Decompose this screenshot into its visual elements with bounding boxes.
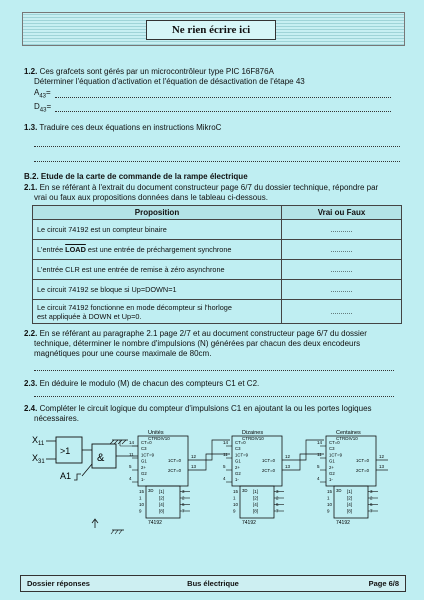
chip-output-number: 6 [370,502,373,507]
chip-pin-number: 4 [317,476,320,481]
chip-output-number: 2 [276,495,279,501]
chip-input-number: 1 [233,495,236,501]
table-row [33,280,402,300]
or-gate-label: >1 [60,446,71,456]
section-2-2-line3: magnétiques pour une course maximale de 80cm. [34,349,212,358]
section-1-2-line2: Déterminer l'équation d'activation et l'équation de désactivation de l'étape 43 [34,77,305,86]
chip-input-number: 15 [139,489,145,494]
chip-output-number: 7 [370,508,373,514]
chip-pin-label: 2+ [235,464,240,470]
section-2-1 [24,183,378,193]
chip-pin-label: 1- [235,477,239,483]
chip-output-number: 2 [182,495,185,501]
chip-weight: [8] [159,508,165,514]
section-number: 1.2. [24,67,38,76]
chip-pin-number: 12 [285,454,291,459]
chip-pin-label: 1CT=0 [262,458,276,463]
chip-weight: [4] [347,502,353,507]
chip-pin-label: C3 [235,446,241,452]
chip-pin-label: 2CT=0 [356,468,370,473]
text-part: est une entrée de préchargement synchrone [85,245,232,254]
equation-a43-label [34,88,51,102]
chip-title: Centaines [336,430,361,436]
table-row [33,260,402,280]
chip-input-number: 10 [139,502,145,507]
chip-part-number: 74192 [336,520,350,526]
eq-sign: = [46,88,51,97]
chip-d-label: 3D [148,488,154,493]
answer-cell[interactable]: ........... [282,240,402,260]
counter-circuit-diagram [0,424,424,570]
section-2-4-line2: nécessaires. [34,414,79,423]
chip-pin-number: 14 [129,440,135,445]
chip-pin-label: 2+ [329,464,334,470]
chip-pin-number: 13 [191,464,197,469]
section-2-2 [24,329,367,339]
proposition-cell [33,300,282,324]
chip-pin-number: 5 [317,464,320,469]
chip-pin-number: 11 [129,452,134,457]
section-1-3 [24,123,221,133]
answer-cell[interactable]: ........... [282,280,402,300]
section-line: En se référant à l'extrait du document constructeur page 6/7 du dossier technique, répondre par [39,183,379,192]
a1-label: A1 [60,471,72,481]
chip-output-number: 7 [182,508,185,514]
answer-line-d43[interactable] [55,111,391,112]
chip-input-number: 15 [233,489,239,494]
chip-part-number: 74192 [242,520,256,526]
chip-input-number: 10 [327,502,333,507]
section-line: En déduire le modulo (M) de chacun des compteurs C1 et C2. [39,379,260,388]
chip-pin-label: 1CT=0 [356,458,370,463]
chip-pin-label: 1CT=9 [235,452,249,458]
chip-output-number: 3 [276,489,279,494]
chip-pin-label: G1 [329,458,335,464]
proposition-cell [33,240,282,260]
eq-letter: A [34,88,40,97]
x31-label: $X_{31}$ [32,453,45,465]
chip-d-label: 3D [242,488,248,493]
answer-line-2[interactable] [34,161,400,162]
chip-pin-label: G2 [329,471,335,476]
equation-d43-label [34,102,51,116]
chip-weight: [2] [347,495,353,501]
chip-weight: [8] [347,508,353,514]
chip-pin-label: 1- [141,477,145,483]
answer-cell[interactable]: ........... [282,260,402,280]
chip-input-number: 9 [139,508,142,514]
answer-line-2-3[interactable] [34,396,394,397]
section-2-1-line2: vrai ou faux aux propositions données dans le tableau ci-dessous. [34,193,268,202]
proposition-cell: Le circuit 74192 se bloque si Up=DOWN=1 [33,280,282,300]
chip-pin-label: 2CT=0 [262,468,276,473]
proposition-cell: L'entrée CLR est une entrée de remise à zéro asynchrone [33,260,282,280]
chip-input-number: 10 [233,502,239,507]
table-header-answer: Vrai ou Faux [282,206,402,220]
chip-output-number: 6 [276,502,279,507]
table-header-proposition: Proposition [33,206,282,220]
section-line: Traduire ces deux équations en instructions MikroC [39,123,222,132]
text-part: L'entrée [37,245,66,254]
chip-output-number: 2 [370,495,373,501]
chip-pin-number: 12 [379,454,385,459]
chip-input-number: 9 [233,508,236,514]
answer-line-2-2[interactable] [34,370,394,371]
chip-weight: [8] [253,508,259,514]
chip-pin-number: 13 [285,464,291,469]
answer-cell[interactable]: ........... [282,300,402,324]
eq-sub: 43 [39,93,47,100]
eq-sign: = [46,102,52,111]
chip-output-number: 7 [276,508,279,514]
chip-weight: [1] [347,489,353,494]
chip-pin-number: 5 [129,464,132,469]
section-b2-title: B.2. Etude de la carte de commande de la rampe électrique [24,172,248,181]
chip-input-number: 1 [327,495,330,501]
section-line: Ces grafcets sont gérés par un microcontrôleur type PIC 16F876A [39,67,274,76]
chip-subtitle: CTRDIV10 [242,436,264,441]
answer-line-1[interactable] [34,146,400,147]
footer-center: Bus électrique [187,579,239,588]
x11-label: $X_{11}$ [32,435,45,447]
section-number: 2.2. [24,329,38,338]
chip-pin-label: 1CT=9 [329,452,343,458]
chip-weight: [4] [253,502,259,507]
chip-pin-label: C3 [141,446,147,452]
chip-pin-number: 11 [317,452,322,457]
section-number: 1.3. [24,123,38,132]
chip-weight: [1] [159,489,165,494]
footer-right: Page 6/8 [368,579,399,588]
section-line: Compléter le circuit logique du compteur d'impulsions C1 en ajoutant la ou les portes logiques [39,404,372,413]
section-number: 2.1. [24,183,38,192]
chip-part-number: 74192 [148,520,162,526]
arrow-up-icon [92,519,98,528]
chip-pin-number: 4 [223,476,226,481]
chip-input-number: 9 [327,508,330,514]
chip-pin-number: 14 [223,440,229,445]
chip-pin-label: 1- [329,477,333,483]
chip-pin-number: 5 [223,464,226,469]
section-number: 2.3. [24,379,38,388]
chip-pin-label: 1CT=0 [168,458,182,463]
chip-pin-label: 2+ [141,464,146,470]
load-overline: LOAD [65,245,86,254]
chip-subtitle: CTRDIV10 [336,436,358,441]
section-1-2 [24,67,274,77]
section-number: 2.4. [24,404,38,413]
section-line: En se référant au paragraphe 2.1 page 2/7 et au document constructeur page 6/7 du dossier [39,329,367,338]
page-banner: Ne rien écrire ici [146,20,276,40]
chip-output-number: 3 [182,489,185,494]
footer-left: Dossier réponses [27,579,90,588]
chip-input-number: 15 [327,489,333,494]
section-2-3 [24,379,259,389]
chip-pin-label: G2 [235,471,241,476]
chip-weight: [2] [159,495,165,501]
chip-d-label: 3D [336,488,342,493]
chip-pin-number: 14 [317,440,323,445]
table-row [33,220,402,240]
chip-pin-number: 13 [379,464,385,469]
eq-letter: D [34,102,40,111]
page-footer [20,575,406,592]
chip-pin-label: G1 [235,458,241,464]
section-2-2-line2: technique, déterminer le nombre d'impulsions (N) générées par chacun des deux encodeurs [34,339,361,348]
chip-pin-label: G2 [141,471,147,476]
table-row [33,240,402,260]
chip-pin-label: C3 [329,446,335,452]
eq-sub: 43 [39,107,47,114]
and-gate-label: & [97,452,105,464]
chip-pin-number: 11 [223,452,228,457]
text-part: Le circuit 74192 fonctionne en mode décompteur si l'horloge [37,302,232,312]
section-2-4 [24,404,372,414]
chip-weight: [1] [253,489,259,494]
chip-title: Dizaines [242,430,264,436]
chip-pin-number: 12 [191,454,197,459]
chip-weight: [4] [159,502,165,507]
counter-chips [129,430,385,526]
chip-pin-label: 2CT=0 [168,468,182,473]
table-row [33,300,402,324]
chip-output-number: 6 [182,502,185,507]
chip-pin-number: 4 [129,476,132,481]
chip-subtitle: CTRDIV10 [148,436,170,441]
chip-pin-label: CT=0 [329,440,340,445]
text-part: est appliquée à DOWN et Up=0. [37,311,142,321]
proposition-cell: Le circuit 74192 est un compteur binaire [33,220,282,240]
answer-cell[interactable]: ........... [282,220,402,240]
chip-pin-label: CT=0 [235,440,246,445]
chip-input-number: 1 [139,495,142,501]
chip-pin-label: G1 [141,458,147,464]
chip-title: Unités [148,430,164,436]
chip-weight: [2] [253,495,259,501]
answer-line-a43[interactable] [55,97,391,98]
chip-output-number: 3 [370,489,373,494]
chip-pin-label: 1CT=9 [141,452,155,458]
chip-pin-label: CT=0 [141,440,152,445]
true-false-table [32,205,402,324]
pulse-icon [74,474,81,480]
